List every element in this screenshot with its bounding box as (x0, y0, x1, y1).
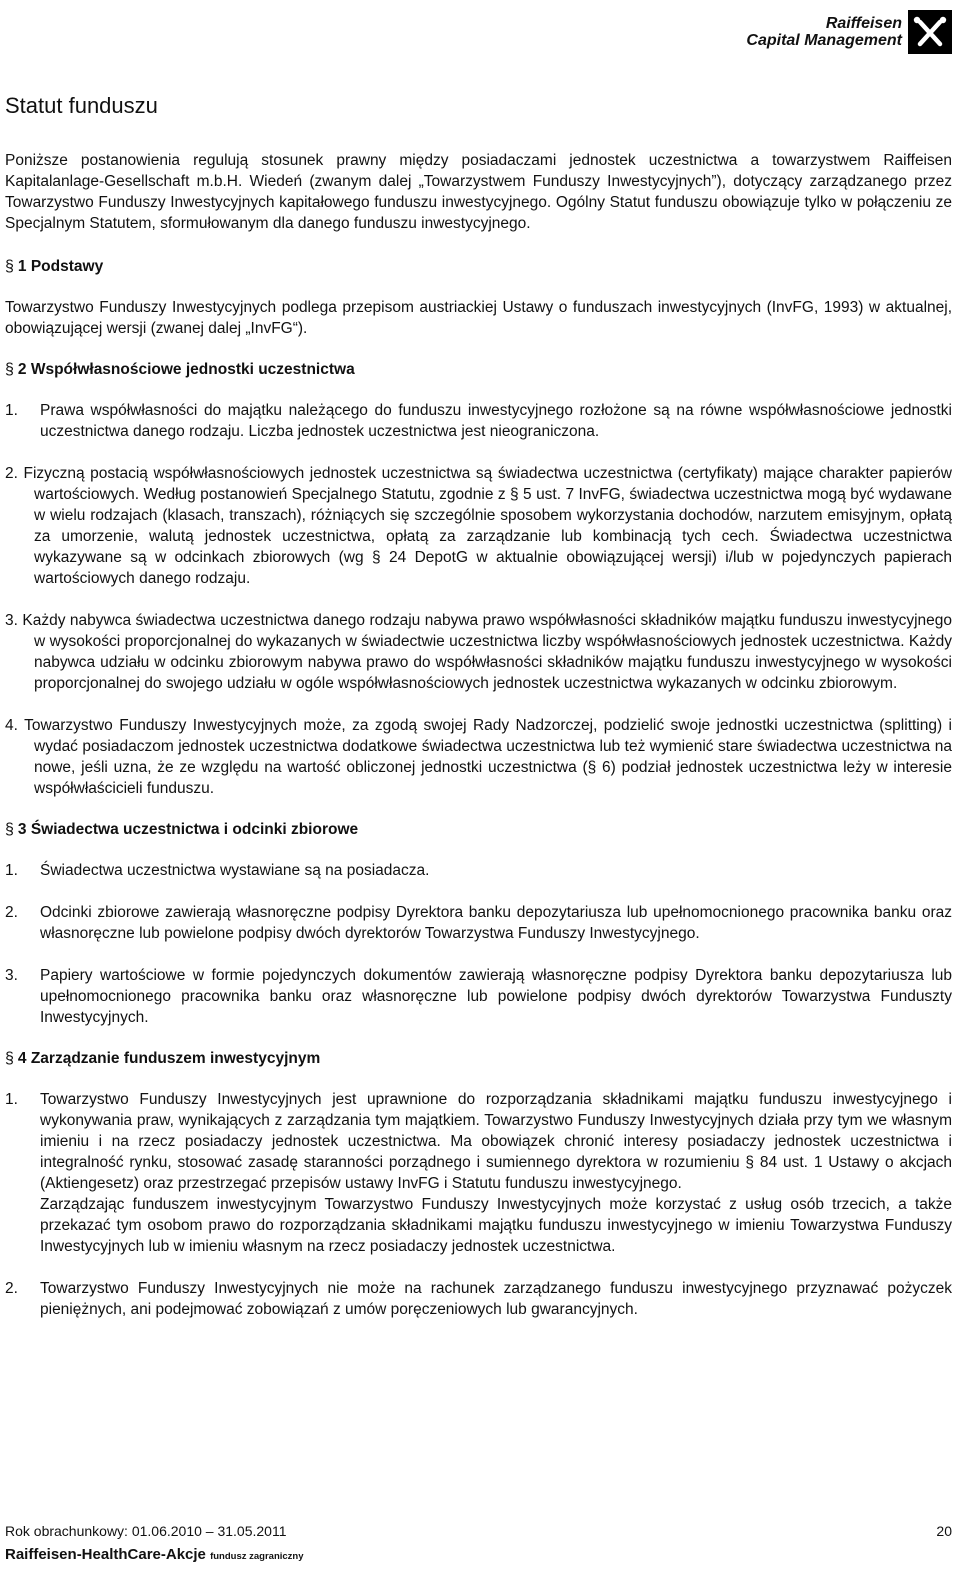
intro-paragraph: Poniższe postanowienia regulują stosunek prawny między posiadaczami jednostek uczestnictwa a towarzystwem Raiffeisen Kapitalanlage-Gesellschaft m.b.H. Wiedeń (zwanym dalej „Towarzystwem Funduszy Inwestycyjnych”), dotyczący zarządzanego przez Towarzystwo Funduszy Inwestycyjnych kapitałowego funduszu inwestycyjnego. Ogólny Statut funduszu obowiązuje tylko w połączeniu ze Specjalnym Statutem, sformułowanym dla danego funduszu inwestycyjnego. (5, 152, 952, 232)
list-item (5, 860, 952, 881)
item-number: 2. (5, 465, 18, 482)
item-text: Papiery wartościowe w formie pojedynczych dokumentów zawierają własnoręczne podpisy Dyrektora banku depozytariusza lub upełnomocnionego pracownika banku oraz własnoręczne lub powielone podpisy dwóch dyrektorów Towarzystwa Funduszty Inwestycyjnych. (40, 967, 952, 1026)
item-number: 1. (5, 402, 18, 419)
logo-line-1: Raiffeisen (825, 15, 902, 32)
list-item (5, 400, 952, 442)
section-3-heading (5, 819, 952, 840)
section-4-heading (5, 1048, 952, 1069)
list-item (5, 1089, 952, 1257)
item-text: Towarzystwo Funduszy Inwestycyjnych może, za zgodą swojej Rady Nadzorczej, podzielić swoje jednostki uczestnictwa (splitting) i wydać posiadaczom jednostek uczestnictwa dodatkowe świadectwa uczestnictwa lub też wymienić stare świadectwa uczestnictwa na nowe, jeśli uzna, że ze względu na wartość obliczonej jednostki uczestnictwa (§ 6) podział jednostek uczestnictwa leży w interesie współwłaścicieli funduszu. (24, 717, 953, 797)
list-item (5, 610, 952, 694)
list-item (5, 463, 952, 589)
financial-year: Rok obrachunkowy: 01.06.2010 – 31.05.2011 (5, 1523, 287, 1539)
paragraph-sign: § (5, 821, 14, 838)
page-number: 20 (936, 1523, 952, 1539)
footer-fund-row (5, 1546, 952, 1563)
logo-line-2: Capital Management (746, 32, 902, 49)
item-text: Każdy nabywca świadectwa uczestnictwa danego rodzaju nabywa prawo współwłasności składników majątku funduszu inwestycyjnego w wysokości proporcjonalnej do wykazanych w świadectwie uczestnictwa liczby współwłasnościowych jednostek uczestnictwa. Każdy nabywca udziału w odcinku zbiorowym nabywa prawo do współwłasności składników majątku funduszu inwestycyjnego w wysokości proporcjonalnej do swojego udziału w ogóle współwłasnościowych jednostek uczestnictwa wykazanych w odcinku zbiorowym. (22, 612, 952, 692)
raiffeisen-logo (746, 10, 952, 54)
paragraph-sign: § (5, 361, 14, 378)
page-title: Statut funduszu (5, 93, 158, 118)
item-body (40, 1089, 952, 1257)
section-2-title: 2 Współwłasnościowe jednostki uczestnictwa (17, 361, 355, 378)
footer-period-row (5, 1523, 952, 1539)
item-text: Fizyczną postacią współwłasnościowych jednostek uczestnictwa są świadectwa uczestnictwa (certyfikaty) mające charakter papierów wartościowych. Według postanowień Specjalnego Statutu, zgodnie z § 5 ust. 7 InvFG, świadectwa uczestnictwa mogą być wydawane w wielu rodzajach (klasach, transzach), różniących się szczególnie sposobem wykorzystania dochodów, narzutem emisyjnym, opłatą za umorzenie, walutą jednostek uczestnictwa, opłatą za zarządzanie lub kombinacją tych cech. Świadectwa uczestnictwa wykazywane są w odcinkach zbiorowych (wg § 24 DepotG w aktualnie obowiązującej wersji) i/lub w pojedynczych papierach wartościowych danego rodzaju. (23, 465, 952, 587)
section-1-heading (5, 256, 952, 277)
list-item (5, 1278, 952, 1320)
item-text: Prawa współwłasności do majątku należącego do funduszu inwestycyjnego rozłożone są na równe współwłasnościowe jednostki uczestnictwa danego rodzaju. Liczba jednostek uczestnictwa jest nieograniczona. (40, 402, 952, 440)
item-number: 4. (5, 717, 18, 734)
paragraph-sign: § (5, 1050, 14, 1067)
section-1-title: 1 Podstawy (17, 258, 104, 275)
list-item (5, 715, 952, 799)
section-2-heading (5, 359, 952, 380)
logo-wordmark (746, 15, 902, 49)
item-number: 2. (5, 904, 18, 921)
fund-type: fundusz zagraniczny (210, 1551, 304, 1562)
item-text-continued: Zarządzając funduszem inwestycyjnym Towarzystwo Funduszy Inwestycyjnych może korzystać z usług osób trzecich, a także przekazać tym osobom prawo do rozporządzania składnikami majątku funduszu inwestycyjnego w imieniu Towarzystwa Funduszy Inwestycyjnych lub w imieniu własnym na rzecz posiadaczy jednostek uczestnictwa. (40, 1196, 952, 1255)
section-1-text: Towarzystwo Funduszy Inwestycyjnych podlega przepisom austriackiej Ustawy o funduszach inwestycyjnych (InvFG, 1993) w aktualnej, obowiązującej wersji (zwanej dalej „InvFG“). (5, 299, 952, 337)
fund-name: Raiffeisen-HealthCare-Akcje (5, 1546, 206, 1563)
gable-cross-icon (908, 10, 952, 54)
paragraph-sign: § (5, 258, 14, 275)
section-3-title: 3 Świadectwa uczestnictwa i odcinki zbiorowe (17, 821, 359, 838)
item-number: 1. (5, 862, 18, 879)
item-text: Świadectwa uczestnictwa wystawiane są na posiadacza. (40, 862, 430, 879)
list-item (5, 965, 952, 1028)
item-number: 3. (5, 612, 18, 629)
item-number: 3. (5, 967, 18, 984)
item-number: 1. (5, 1091, 18, 1108)
section-4-title: 4 Zarządzanie funduszem inwestycyjnym (17, 1050, 321, 1067)
item-text: Odcinki zbiorowe zawierają własnoręczne podpisy Dyrektora banku depozytariusza lub upełnomocnionego pracownika banku oraz własnoręczne lub powielone podpisy dwóch dyrektorów Towarzystwa Funduszy Inwestycyjnego. (40, 904, 952, 942)
document-body (5, 150, 952, 1320)
item-text: Towarzystwo Funduszy Inwestycyjnych jest uprawnione do rozporządzania składnikami majątku funduszu inwestycyjnego i wykonywania praw, wynikających z zarządzania tym majątkiem. Towarzystwo Funduszy Inwestycyjnych działa przy tym we własnym imieniu i na rzecz posiadaczy jednostek uczestnictwa. Ma obowiązek chronić interesy posiadaczy jednostek uczestnictwa i integralność rynku, stosować zasadę staranności porządnego i sumiennego dyrektora w rozumieniu § 84 ust. 1 Ustawy o akcjach (Aktiengesetz) oraz przestrzegać przepisów ustawy InvFG i Statutu funduszu inwestycyjnego. (40, 1091, 952, 1192)
list-item (5, 902, 952, 944)
item-number: 2. (5, 1280, 18, 1297)
item-text: Towarzystwo Funduszy Inwestycyjnych nie może na rachunek zarządzanego funduszu inwestycyjnego przyznawać pożyczek pieniężnych, ani podejmować zobowiązań z umów poręczeniowych lub gwarancyjnych. (40, 1280, 952, 1318)
